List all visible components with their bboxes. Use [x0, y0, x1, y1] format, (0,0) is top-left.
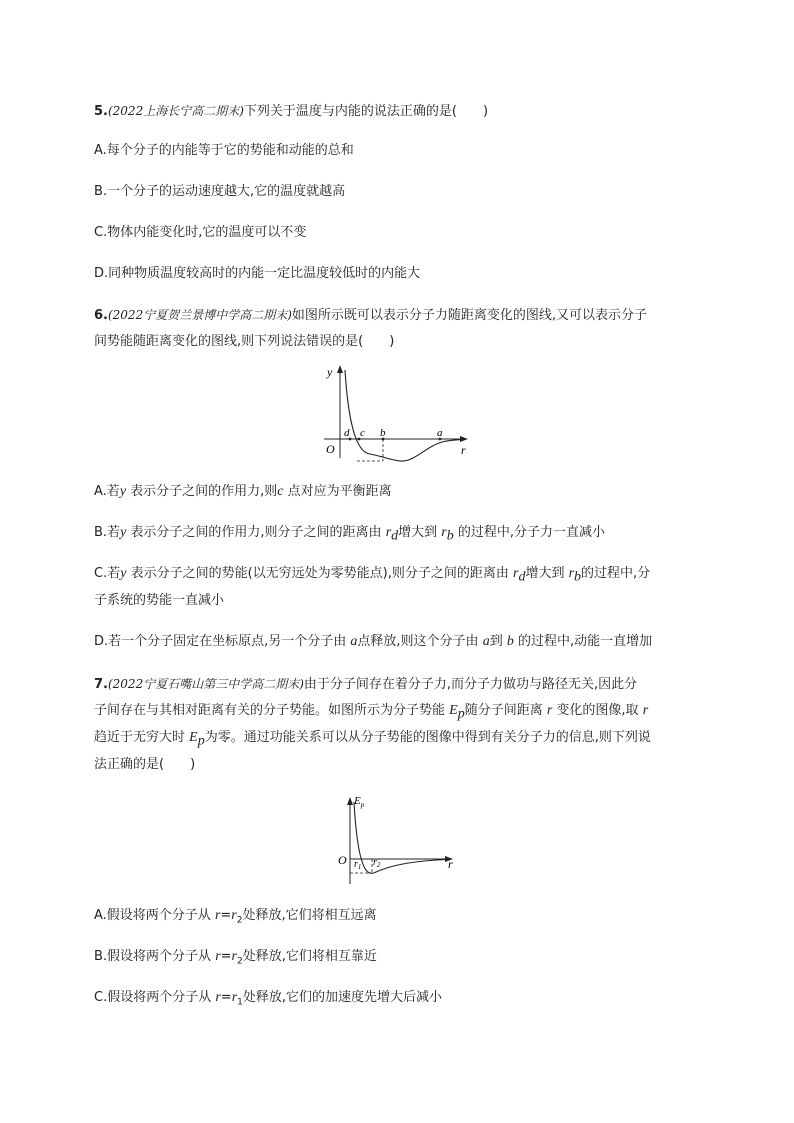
point-d-label: d	[344, 427, 350, 439]
question-source: (2022上海长宁高二期末)	[107, 104, 244, 118]
q7-stem-line4: 法正确的是( )	[94, 757, 196, 772]
question-text: 由于分子间存在着分子力,而分子力做功与路径无关,因此分	[303, 677, 638, 692]
y-axis-arrow	[337, 365, 343, 373]
curve	[354, 802, 447, 873]
origin-label: O	[326, 442, 335, 456]
q6-option-b: B.若y 表示分子之间的作用力,则分子之间的距离由 $r_d$增大到 $r_b$ 的过程中,分子力一直减小	[94, 525, 605, 544]
q7-graph	[332, 792, 462, 892]
curve	[345, 370, 462, 461]
question-number: 7.	[94, 677, 108, 692]
q7-stem-line2: 子间存在与其相对距离有关的分子势能。如图所示为分子势能 $E_p$随分子间距离 r 变化的图像,取 r	[94, 703, 649, 722]
q6-graph	[310, 362, 480, 462]
x-axis-label: r	[461, 443, 466, 457]
y-axis-label: y	[327, 365, 333, 379]
point-c-label: c	[360, 427, 365, 439]
q6-option-d: D.若一个分子固定在坐标原点,另一个分子由 a点释放,则这个分子由 a到 b 的过程中,动能一直增加	[94, 634, 653, 649]
q7-option-a: A.假设将两个分子从 $r=r_2$处释放,它们将相互远离	[94, 908, 377, 926]
q5-stem	[94, 101, 488, 122]
q5-option-a: A.每个分子的内能等于它的势能和动能的总和	[94, 143, 354, 158]
q7-stem-line1	[94, 674, 637, 695]
point-b-label: b	[380, 427, 386, 439]
question-number: 5.	[94, 104, 108, 119]
q6-stem-line1	[94, 305, 647, 326]
x-axis-label: r	[448, 857, 453, 871]
q7-option-c: C.假设将两个分子从 $r=r_1$处释放,它们的加速度先增大后减小	[94, 990, 443, 1008]
question-number: 6.	[94, 308, 108, 323]
question-source: (2022宁夏石嘴山第三中学高二期末)	[107, 677, 304, 691]
q6-option-a: A.若y 表示分子之间的作用力,则c 点对应为平衡距离	[94, 484, 392, 499]
y-axis-arrow	[347, 797, 353, 805]
r1-label: $r_1$	[354, 859, 362, 871]
q7-stem-line3: 趋近于无穷大时 $E_p$为零。通过功能关系可以从分子势能的图像中得到有关分子力的信息,则下列说	[94, 730, 651, 749]
r2-label: $r_2$	[373, 857, 381, 869]
x-axis-arrow	[460, 436, 468, 442]
q5-option-b: B.一个分子的运动速度越大,它的温度就越高	[94, 184, 346, 199]
q6-stem-line2: 间势能随距离变化的图线,则下列说法错误的是( )	[94, 334, 395, 349]
q5-option-c: C.物体内能变化时,它的温度可以不变	[94, 225, 307, 240]
question-text: 如图所示既可以表示分子力随距离变化的图线,又可以表示分子	[291, 308, 648, 323]
question-text: 下列关于温度与内能的说法正确的是( )	[243, 104, 489, 119]
origin-label: O	[338, 853, 347, 867]
q7-option-b: B.假设将两个分子从 $r=r_2$处释放,它们将相互靠近	[94, 949, 377, 967]
question-source: (2022宁夏贺兰景博中学高二期末)	[107, 308, 292, 322]
q6-option-c-line1: C.若y 表示分子之间的势能(以无穷远处为零势能点),则分子之间的距离由 $r_d$增大到 $r_b$的过程中,分	[94, 566, 651, 585]
q5-option-d: D.同种物质温度较高时的内能一定比温度较低时的内能大	[94, 266, 421, 281]
y-axis-label: $E_p$	[354, 795, 365, 809]
point-a-label: a	[437, 427, 443, 439]
q6-option-c-line2: 子系统的势能一直减小	[94, 593, 225, 608]
